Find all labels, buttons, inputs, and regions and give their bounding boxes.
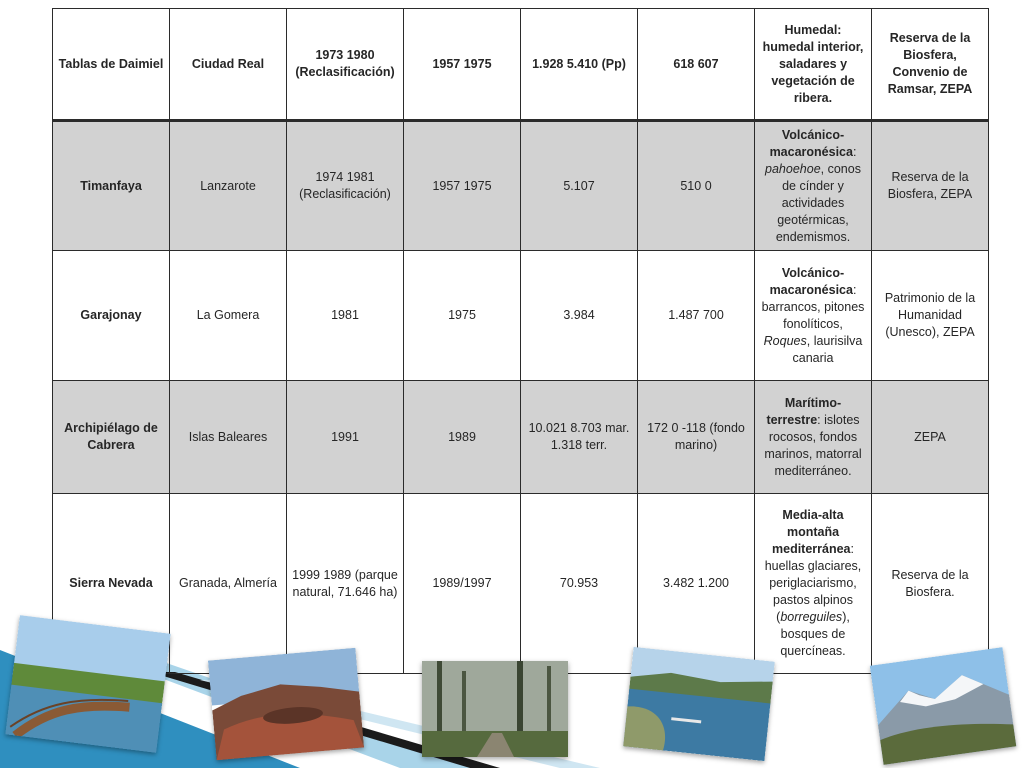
area-cell: 70.953 bbox=[521, 494, 638, 674]
declaration-year-cell: 1973 1980 (Reclasificación) bbox=[287, 9, 404, 121]
table-row bbox=[53, 9, 989, 121]
altitude-cell: 3.482 1.200 bbox=[638, 494, 755, 674]
description-text: borreguiles bbox=[780, 610, 843, 624]
area-cell: 1.928 5.410 (Pp) bbox=[521, 9, 638, 121]
year-cell: 1975 bbox=[404, 251, 521, 381]
description-text: Marítimo-terrestre bbox=[766, 395, 842, 427]
description-cell bbox=[755, 381, 872, 494]
description-text: : huellas glaciares, periglaciarismo, pastos alpinos ( bbox=[764, 542, 862, 624]
area-cell: 5.107 bbox=[521, 121, 638, 251]
park-name-cell: Archipiélago de Cabrera bbox=[53, 381, 170, 494]
year-cell: 1957 1975 bbox=[404, 121, 521, 251]
description-text: , laurisilva canaria bbox=[792, 333, 863, 365]
description-text: : barrancos, pitones fonolíticos, bbox=[761, 282, 865, 331]
description-cell bbox=[755, 251, 872, 381]
designation-cell: Patrimonio de la Humanidad (Unesco), ZEPA bbox=[872, 251, 989, 381]
description-cell bbox=[755, 9, 872, 121]
table-row bbox=[53, 381, 989, 494]
declaration-year-cell: 1999 1989 (parque natural, 71.646 ha) bbox=[287, 494, 404, 674]
description-text: Volcánico-macaronésica bbox=[769, 265, 853, 297]
description-text: Humedal: humedal interior, saladares y vegetación de ribera. bbox=[762, 22, 864, 105]
forest-photo bbox=[422, 661, 568, 757]
park-name-cell: Tablas de Daimiel bbox=[53, 9, 170, 121]
location-cell: Granada, Almería bbox=[170, 494, 287, 674]
description-cell bbox=[755, 121, 872, 251]
park-name-cell: Garajonay bbox=[53, 251, 170, 381]
table-row bbox=[53, 251, 989, 381]
location-cell: Islas Baleares bbox=[170, 381, 287, 494]
description-text: Roques bbox=[763, 333, 807, 348]
island-photo bbox=[623, 647, 775, 761]
designation-cell: Reserva de la Biosfera, ZEPA bbox=[872, 121, 989, 251]
description-text: : bbox=[852, 144, 857, 159]
altitude-cell: 510 0 bbox=[638, 121, 755, 251]
year-cell: 1989/1997 bbox=[404, 494, 521, 674]
park-name-cell: Timanfaya bbox=[53, 121, 170, 251]
mountain-photo bbox=[870, 647, 1017, 765]
designation-cell: Reserva de la Biosfera, Convenio de Ramsar, ZEPA bbox=[872, 9, 989, 121]
table-row bbox=[53, 494, 989, 674]
declaration-year-cell: 1974 1981 (Reclasificación) bbox=[287, 121, 404, 251]
park-name-cell: Sierra Nevada bbox=[53, 494, 170, 674]
altitude-cell: 172 0 -118 (fondo marino) bbox=[638, 381, 755, 494]
declaration-year-cell: 1991 bbox=[287, 381, 404, 494]
location-cell: Ciudad Real bbox=[170, 9, 287, 121]
designation-cell: Reserva de la Biosfera. bbox=[872, 494, 989, 674]
location-cell: Lanzarote bbox=[170, 121, 287, 251]
location-cell: La Gomera bbox=[170, 251, 287, 381]
wetland-photo bbox=[5, 615, 170, 753]
description-cell bbox=[755, 494, 872, 674]
designation-cell: ZEPA bbox=[872, 381, 989, 494]
description-text: : islotes rocosos, fondos marinos, matorral mediterráneo. bbox=[764, 412, 862, 478]
area-cell: 10.021 8.703 mar. 1.318 terr. bbox=[521, 381, 638, 494]
year-cell: 1957 1975 bbox=[404, 9, 521, 121]
description-text: , conos de cínder y actividades geotérmicas, endemismos. bbox=[775, 161, 861, 244]
volcano-photo bbox=[208, 648, 364, 761]
description-text: ), bosques de quercíneas. bbox=[780, 610, 850, 658]
declaration-year-cell: 1981 bbox=[287, 251, 404, 381]
table-row bbox=[53, 121, 989, 251]
national-parks-table bbox=[52, 8, 989, 674]
description-text: Volcánico-macaronésica bbox=[769, 127, 853, 159]
altitude-cell: 1.487 700 bbox=[638, 251, 755, 381]
description-text: pahoehoe bbox=[765, 161, 821, 176]
area-cell: 3.984 bbox=[521, 251, 638, 381]
year-cell: 1989 bbox=[404, 381, 521, 494]
description-text: Media-alta montaña mediterránea bbox=[772, 508, 851, 556]
altitude-cell: 618 607 bbox=[638, 9, 755, 121]
